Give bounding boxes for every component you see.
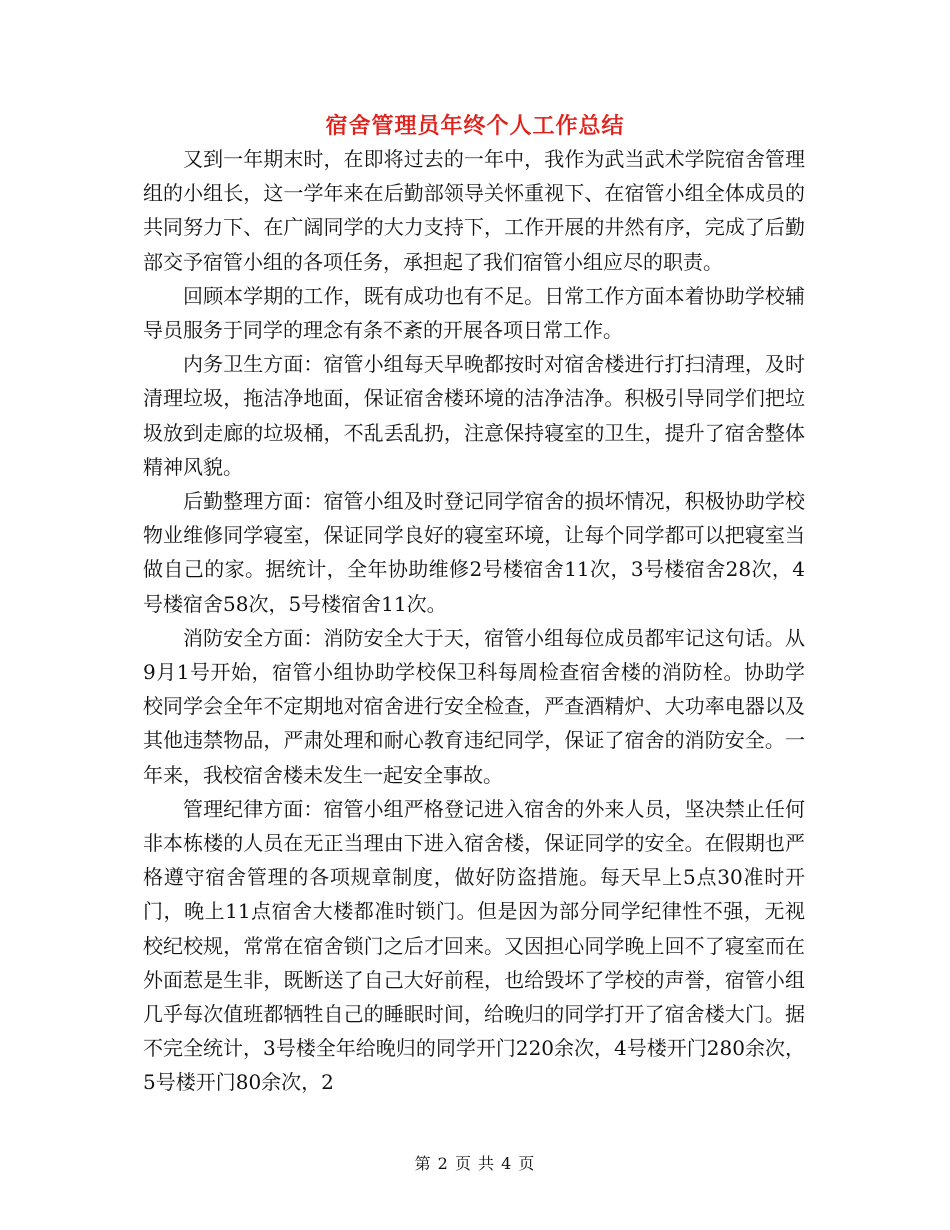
paragraph-fire-safety: 消防安全方面：消防安全大于天，宿管小组每位成员都牢记这句话。从9月1号开始，宿管小组协助学校保卫科每周检查宿舍楼的消防栓。协助学校同学会全年不定期地对宿舍进行安全检查，严查酒精炉、大功率电器以及其他违禁物品，严肃处理和耐心教育违纪同学，保证了宿舍的消防安全。一年来，我校宿舍楼未发生一起安全事故。 bbox=[143, 625, 805, 787]
document-body bbox=[143, 142, 805, 1100]
paragraph-review: 回顾本学期的工作，既有成功也有不足。日常工作方面本着协助学校辅导员服务于同学的理念有条不紊的开展各项日常工作。 bbox=[143, 283, 805, 343]
paragraph-discipline: 管理纪律方面：宿管小组严格登记进入宿舍的外来人员，坚决禁止任何非本栋楼的人员在无正当理由下进入宿舍楼，保证同学的安全。在假期也严格遵守宿舍管理的各项规章制度，做好防盗措施。每天早上5点30准时开门，晚上11点宿舍大楼都准时锁门。但是因为部分同学纪律性不强，无视校纪校规，常常在宿舍锁门之后才回来。又因担心同学晚上回不了寝室而在外面惹是生非，既断送了自己大好前程，也给毁坏了学校的声誉，宿管小组几乎每次值班都牺牲自己的睡眠时间，给晚归的同学打开了宿舍楼大门。据不完全统计，3号楼全年给晚归的同学开门220余次，4号楼开门280余次，5号楼开门80余次，2 bbox=[143, 796, 805, 1095]
paragraph-hygiene: 内务卫生方面：宿管小组每天早晚都按时对宿舍楼进行打扫清理，及时清理垃圾，拖洁净地面，保证宿舍楼环境的洁净洁净。积极引导同学们把垃圾放到走廊的垃圾桶，不乱丢乱扔，注意保持寝室的卫生，提升了宿舍整体精神风貌。 bbox=[143, 352, 805, 479]
paragraph-logistics: 后勤整理方面：宿管小组及时登记同学宿舍的损坏情况，积极协助学校物业维修同学寝室，保证同学良好的寝室环境，让每个同学都可以把寝室当做自己的家。据统计，全年协助维修2号楼宿舍11次，3号楼宿舍28次，4号楼宿舍58次，5号楼宿舍11次。 bbox=[143, 489, 805, 616]
page-number-footer: 第 2 页 共 4 页 bbox=[414, 1154, 536, 1173]
document-title: 宿舍管理员年终个人工作总结 bbox=[325, 113, 625, 139]
paragraph-intro: 又到一年期末时，在即将过去的一年中，我作为武当武术学院宿舍管理组的小组长，这一学年来在后勤部领导关怀重视下、在宿管小组全体成员的共同努力下、在广阔同学的大力支持下，工作开展的井然有序，完成了后勤部交予宿管小组的各项任务，承担起了我们宿管小组应尽的职责。 bbox=[143, 147, 805, 274]
